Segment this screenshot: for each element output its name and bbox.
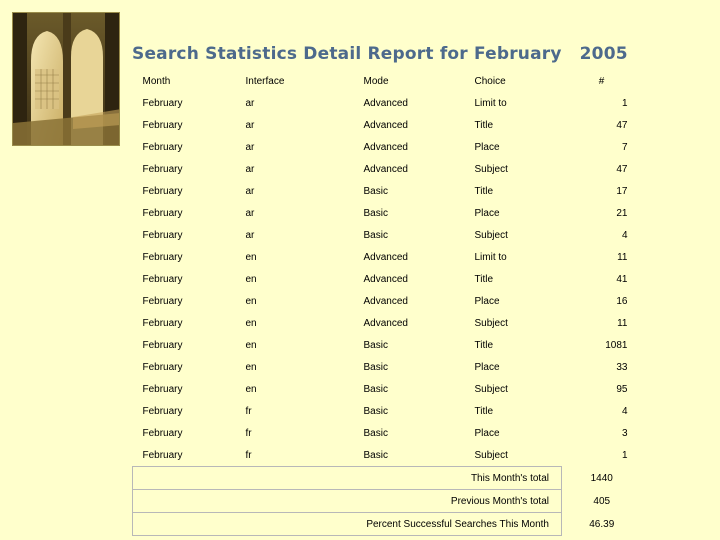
column-header-interface: Interface — [245, 75, 285, 87]
interface-cell: en — [245, 317, 257, 329]
month-cell: February — [142, 185, 183, 197]
mode-cell: Basic — [363, 339, 388, 351]
table-row — [133, 378, 642, 400]
mode-cell: Basic — [363, 185, 388, 197]
search-statistics-table — [132, 70, 642, 536]
interface-cell: fr — [245, 405, 252, 417]
count-cell: 1 — [621, 97, 628, 109]
summary-row-percent-successful — [133, 513, 642, 536]
interface-cell: fr — [245, 449, 252, 461]
table-row — [133, 334, 642, 356]
choice-cell: Subject — [474, 163, 508, 175]
month-cell: February — [142, 119, 183, 131]
table-row — [133, 202, 642, 224]
month-cell: February — [142, 207, 183, 219]
summary-label: Percent Successful Searches This Month — [133, 513, 562, 536]
mode-cell: Basic — [363, 427, 388, 439]
month-cell: February — [142, 163, 183, 175]
count-cell: 4 — [621, 229, 628, 241]
summary-value: 46.39 — [562, 513, 642, 536]
column-header-choice: Choice — [474, 75, 506, 87]
report-year: 2005 — [579, 44, 628, 64]
count-cell: 41 — [616, 273, 628, 285]
month-cell: February — [142, 339, 183, 351]
interface-cell: en — [245, 339, 257, 351]
alhambra-arches-photo — [12, 12, 120, 146]
month-cell: February — [142, 449, 183, 461]
table-row — [133, 114, 642, 136]
count-cell: 1081 — [605, 339, 628, 351]
mode-cell: Advanced — [363, 317, 408, 329]
month-cell: February — [142, 427, 183, 439]
choice-cell: Subject — [474, 383, 508, 395]
month-cell: February — [142, 383, 183, 395]
choice-cell: Title — [474, 273, 494, 285]
month-cell: February — [142, 317, 183, 329]
interface-cell: en — [245, 273, 257, 285]
table-row — [133, 356, 642, 378]
interface-cell: en — [245, 251, 257, 263]
column-header-mode: Mode — [363, 75, 389, 87]
choice-cell: Place — [474, 207, 500, 219]
count-cell: 1 — [621, 449, 628, 461]
count-cell: 33 — [616, 361, 628, 373]
table-row — [133, 180, 642, 202]
summary-value: 1440 — [562, 467, 642, 490]
table-row — [133, 400, 642, 422]
interface-cell: fr — [245, 427, 252, 439]
mode-cell: Advanced — [363, 97, 408, 109]
count-cell: 7 — [621, 141, 628, 153]
column-header-month: Month — [142, 75, 171, 87]
table-row — [133, 158, 642, 180]
mode-cell: Advanced — [363, 251, 408, 263]
count-cell: 95 — [616, 383, 628, 395]
summary-value: 405 — [562, 490, 642, 513]
choice-cell: Place — [474, 295, 500, 307]
count-cell: 11 — [617, 251, 628, 263]
count-cell: 3 — [621, 427, 628, 439]
interface-cell: ar — [245, 163, 255, 175]
choice-cell: Place — [474, 141, 500, 153]
interface-cell: ar — [245, 97, 255, 109]
mode-cell: Basic — [363, 207, 388, 219]
interface-cell: ar — [245, 119, 255, 131]
mode-cell: Advanced — [363, 273, 408, 285]
month-cell: February — [142, 251, 183, 263]
choice-cell: Limit to — [474, 97, 507, 109]
table-row — [133, 444, 642, 467]
report-title-text: Search Statistics Detail Report for February — [132, 44, 562, 64]
interface-cell: ar — [245, 141, 255, 153]
table-row — [133, 422, 642, 444]
count-cell: 17 — [616, 185, 628, 197]
mode-cell: Basic — [363, 361, 388, 373]
month-cell: February — [142, 141, 183, 153]
mode-cell: Advanced — [363, 295, 408, 307]
choice-cell: Place — [474, 427, 500, 439]
choice-cell: Place — [474, 361, 500, 373]
summary-row-this-month — [133, 467, 642, 490]
month-cell: February — [142, 295, 183, 307]
choice-cell: Title — [474, 405, 494, 417]
report-title — [132, 44, 628, 64]
mode-cell: Advanced — [363, 163, 408, 175]
summary-label: This Month's total — [133, 467, 562, 490]
choice-cell: Title — [474, 185, 494, 197]
table-row — [133, 136, 642, 158]
interface-cell: ar — [245, 185, 255, 197]
choice-cell: Subject — [474, 317, 508, 329]
count-cell: 4 — [621, 405, 628, 417]
choice-cell: Title — [474, 339, 494, 351]
count-cell: 11 — [617, 317, 628, 329]
month-cell: February — [142, 97, 183, 109]
choice-cell: Limit to — [474, 251, 507, 263]
count-cell: 47 — [616, 163, 628, 175]
month-cell: February — [142, 361, 183, 373]
choice-cell: Subject — [474, 449, 508, 461]
summary-label: Previous Month's total — [133, 490, 562, 513]
table-row — [133, 312, 642, 334]
mode-cell: Advanced — [363, 141, 408, 153]
mode-cell: Basic — [363, 405, 388, 417]
choice-cell: Subject — [474, 229, 508, 241]
count-cell: 16 — [616, 295, 628, 307]
mode-cell: Basic — [363, 229, 388, 241]
table-row — [133, 268, 642, 290]
mode-cell: Advanced — [363, 119, 408, 131]
interface-cell: en — [245, 361, 257, 373]
interface-cell: ar — [245, 207, 255, 219]
month-cell: February — [142, 229, 183, 241]
count-cell: 47 — [616, 119, 628, 131]
interface-cell: ar — [245, 229, 255, 241]
choice-cell: Title — [474, 119, 494, 131]
summary-row-previous-month — [133, 490, 642, 513]
month-cell: February — [142, 405, 183, 417]
column-header-count: # — [598, 75, 605, 87]
table-row — [133, 224, 642, 246]
mode-cell: Basic — [363, 383, 388, 395]
month-cell: February — [142, 273, 183, 285]
interface-cell: en — [245, 295, 257, 307]
table-header-row — [133, 70, 642, 92]
mode-cell: Basic — [363, 449, 388, 461]
count-cell: 21 — [616, 207, 628, 219]
interface-cell: en — [245, 383, 257, 395]
table-row — [133, 92, 642, 114]
table-row — [133, 290, 642, 312]
table-row — [133, 246, 642, 268]
